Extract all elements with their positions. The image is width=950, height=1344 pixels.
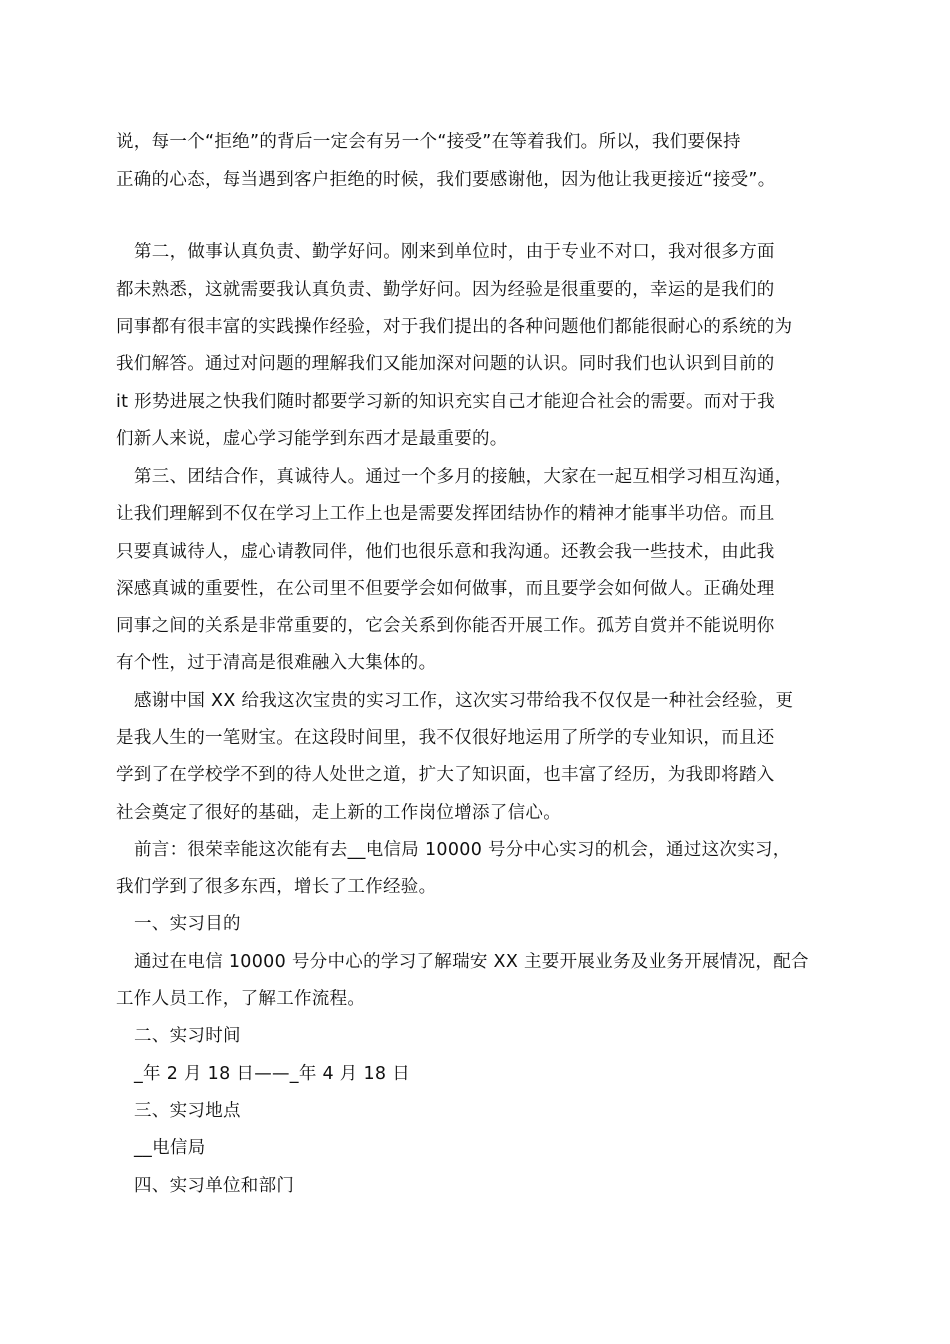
- text-line: it 形势进展之快我们随时都要学习新的知识充实自己才能迎合社会的需要。而对于我: [116, 392, 775, 412]
- section-heading: 二、实习时间: [134, 1026, 241, 1046]
- text-line: 只要真诚待人，虚心请教同伴，他们也很乐意和我沟通。还教会我一些技术，由此我: [116, 542, 775, 562]
- text-line: 都未熟悉，这就需要我认真负责、勤学好问。因为经验是很重要的，幸运的是我们的: [116, 280, 775, 300]
- text-line: __电信局: [134, 1138, 206, 1158]
- text-line: 社会奠定了很好的基础，走上新的工作岗位增添了信心。: [116, 803, 561, 823]
- text-line: 深感真诚的重要性，在公司里不但要学会如何做事，而且要学会如何做人。正确处理: [116, 579, 775, 599]
- text-line: 同事之间的关系是非常重要的，它会关系到你能否开展工作。孤芳自赏并不能说明你: [116, 616, 775, 636]
- text-line: 工作人员工作，了解工作流程。: [116, 989, 366, 1009]
- section-heading: 三、实习地点: [134, 1101, 241, 1121]
- text-line: 通过在电信 10000 号分中心的学习了解瑞安 XX 主要开展业务及业务开展情况，配合: [134, 952, 809, 972]
- text-line: 有个性，过于清高是很难融入大集体的。: [116, 653, 437, 673]
- text-line: 正确的心态，每当遇到客户拒绝的时候，我们要感谢他，因为他让我更接近“接受”。: [116, 170, 776, 190]
- text-line: 第二，做事认真负责、勤学好问。刚来到单位时，由于专业不对口，我对很多方面: [134, 242, 775, 262]
- text-line: 说，每一个“拒绝”的背后一定会有另一个“接受”在等着我们。所以，我们要保持: [116, 132, 741, 152]
- text-line: 让我们理解到不仅在学习上工作上也是需要发挥团结协作的精神才能事半功倍。而且: [116, 504, 775, 524]
- text-line: 我们学到了很多东西，增长了工作经验。: [116, 877, 437, 897]
- text-line: 感谢中国 XX 给我这次宝贵的实习工作，这次实习带给我不仅仅是一种社会经验，更: [134, 691, 794, 711]
- text-line: 第三、团结合作，真诚待人。通过一个多月的接触，大家在一起互相学习相互沟通，: [134, 467, 793, 487]
- text-line: 学到了在学校学不到的待人处世之道，扩大了知识面，也丰富了经历，为我即将踏入: [116, 765, 775, 785]
- text-line: 我们解答。通过对问题的理解我们又能加深对问题的认识。同时我们也认识到目前的: [116, 354, 775, 374]
- section-heading: 四、实习单位和部门: [134, 1176, 295, 1196]
- text-line: 同事都有很丰富的实践操作经验，对于我们提出的各种问题他们都能很耐心的系统的为: [116, 317, 793, 337]
- text-line: 前言：很荣幸能这次能有去__电信局 10000 号分中心实习的机会，通过这次实习，: [134, 840, 791, 860]
- text-line: 们新人来说，虚心学习能学到东西才是最重要的。: [116, 429, 508, 449]
- text-line: 是我人生的一笔财宝。在这段时间里，我不仅很好地运用了所学的专业知识，而且还: [116, 728, 775, 748]
- section-heading: 一、实习目的: [134, 914, 241, 934]
- text-line: _年 2 月 18 日——_年 4 月 18 日: [134, 1064, 411, 1084]
